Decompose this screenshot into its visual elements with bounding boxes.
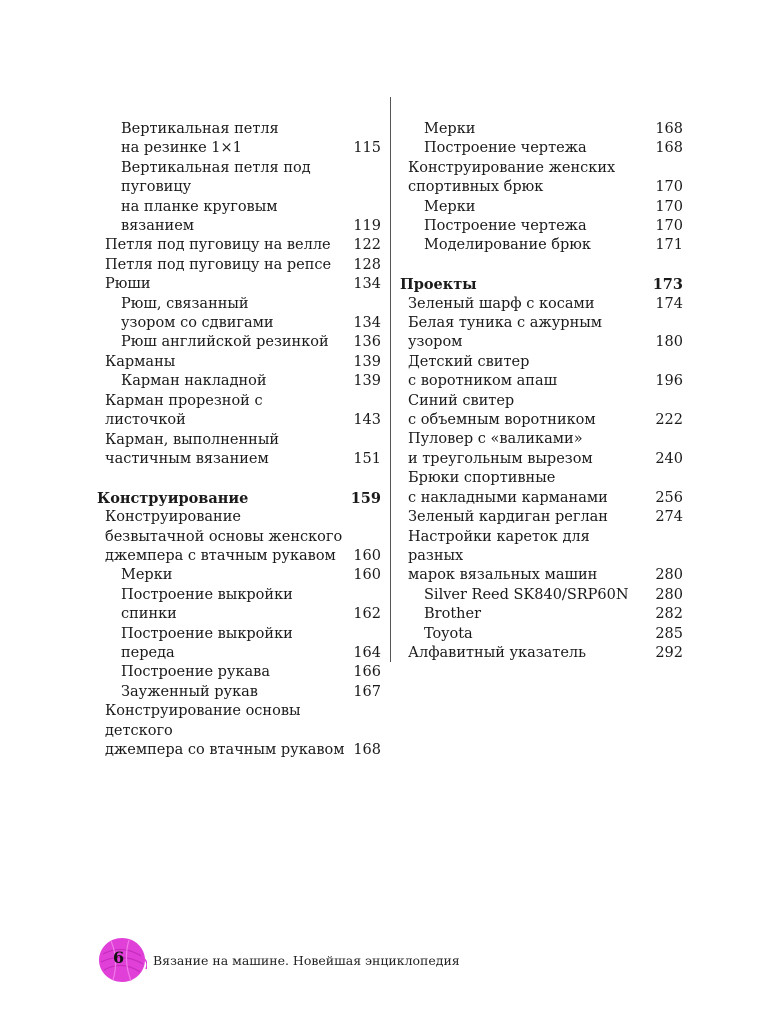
toc-entry-page: 280 xyxy=(655,567,683,584)
toc-entry-title: Brother xyxy=(424,606,481,623)
toc-entry-page: 115 xyxy=(353,140,381,157)
toc-entry xyxy=(400,353,683,392)
toc-entry xyxy=(97,586,381,625)
toc-entry-title: Вертикальная петля под пуговицу на планке круговым вязанием xyxy=(121,159,311,235)
toc-entry-page: 168 xyxy=(655,121,683,137)
toc-entry-title: Мерки xyxy=(121,567,173,584)
toc-entry xyxy=(400,392,683,431)
toc-entry-title: Пуловер с «валиками» и треугольным вырезом xyxy=(408,431,593,467)
toc-entry-page: 166 xyxy=(353,664,381,681)
toc-entry-title: Настройки кареток для разных марок вязальных машин xyxy=(408,528,598,584)
toc-entry-title: Рюш английской резинкой xyxy=(121,334,329,351)
toc-entry-title: Брюки спортивные с накладными карманами xyxy=(408,470,608,506)
toc-entry xyxy=(97,392,381,431)
toc-entry-title: Конструирование xyxy=(97,489,249,507)
toc-entry-title: Белая туника с ажурным узором xyxy=(408,315,603,351)
toc-entry-title: Toyota xyxy=(424,625,473,642)
toc-entry-title: Конструирование безвытачной основы женского джемпера с втачным рукавом xyxy=(105,509,343,564)
toc-entry-title: Построение чертежа xyxy=(424,140,587,157)
toc-entry-title: Конструирование женских спортивных брюк xyxy=(408,159,616,196)
toc-entry-page: 139 xyxy=(353,353,381,370)
toc-entry xyxy=(97,683,381,702)
toc-entry xyxy=(400,508,683,527)
toc-entry-page: 160 xyxy=(353,567,381,584)
toc-entry-page: 151 xyxy=(353,450,381,467)
toc-entry xyxy=(97,566,381,585)
toc-entry xyxy=(400,139,683,158)
toc-entry xyxy=(97,372,381,391)
toc-entry-page: 222 xyxy=(655,412,683,429)
toc-right-column xyxy=(400,120,683,663)
column-divider xyxy=(390,97,391,662)
toc-entry-page: 134 xyxy=(353,276,381,293)
toc-entry-page: 160 xyxy=(353,547,381,564)
toc-entry-title: Конструирование основы детского джемпера со втачным рукавом xyxy=(105,703,345,758)
page-number: 6 xyxy=(113,948,125,967)
toc-entry xyxy=(97,295,381,334)
toc-entry xyxy=(97,353,381,372)
toc-entry-title: Карман, выполненный частичным вязанием xyxy=(105,431,280,467)
toc-entry-page: 171 xyxy=(655,237,683,254)
toc-entry xyxy=(97,663,381,682)
toc-entry xyxy=(400,295,683,314)
toc-entry-title: Построение выкройки переда xyxy=(121,625,293,661)
toc-entry-title: Карман прорезной с листочкой xyxy=(105,392,263,429)
toc-entry-page: 159 xyxy=(350,489,381,507)
toc-entry-page: 174 xyxy=(655,295,683,312)
toc-entry-title: Мерки xyxy=(424,198,476,215)
toc-entry xyxy=(400,159,683,198)
toc-entry xyxy=(400,586,683,605)
toc-entry xyxy=(400,120,683,139)
toc-entry xyxy=(97,625,381,664)
book-title: Вязание на машине. Новейшая энциклопедия xyxy=(153,952,460,968)
toc-entry-title: Рюши xyxy=(105,276,151,293)
toc-entry xyxy=(400,528,683,586)
toc-entry-page: 285 xyxy=(655,625,683,642)
toc-entry-page: 139 xyxy=(353,373,381,390)
toc-entry xyxy=(400,198,683,217)
toc-entry-page: 122 xyxy=(353,237,381,254)
toc-entry-page: 128 xyxy=(353,256,381,273)
toc-entry-page: 168 xyxy=(353,741,381,758)
toc-entry-title: Построение выкройки спинки xyxy=(121,586,293,623)
toc-entry-page: 168 xyxy=(655,140,683,157)
toc-entry-page: 136 xyxy=(353,334,381,351)
toc-entry-title: Карманы xyxy=(105,353,176,370)
toc-entry-page: 180 xyxy=(655,334,683,351)
page-footer xyxy=(97,938,460,982)
toc-section-heading xyxy=(97,489,381,508)
toc-entry xyxy=(400,217,683,236)
toc-entry xyxy=(400,469,683,508)
toc-entry xyxy=(400,605,683,624)
toc-entry-page: 282 xyxy=(655,606,683,623)
toc-entry-page: 256 xyxy=(655,489,683,506)
toc-entry-title: Построение чертежа xyxy=(424,218,587,235)
toc-entry-title: Зеленый шарф с косами xyxy=(408,295,595,312)
toc-entry-title: Рюш, связанный узором со сдвигами xyxy=(121,295,274,332)
toc-entry xyxy=(97,702,381,760)
toc-entry xyxy=(400,236,683,255)
toc-entry-page: 240 xyxy=(655,450,683,467)
toc-entry-page: 164 xyxy=(353,644,381,661)
toc-entry-page: 134 xyxy=(353,315,381,332)
toc-entry-page: 170 xyxy=(655,198,683,215)
toc-entry-page: 196 xyxy=(655,373,683,390)
toc-entry-title: Карман накладной xyxy=(121,373,267,390)
toc-entry-title: Зауженный рукав xyxy=(121,683,258,700)
toc-entry-title: Петля под пуговицу на репсе xyxy=(105,256,332,273)
toc-entry-title: Silver Reed SK840/SRP60N xyxy=(424,586,629,603)
toc-entry-page: 162 xyxy=(353,606,381,623)
toc-entry xyxy=(97,236,381,255)
toc-entry xyxy=(97,431,381,470)
toc-entry xyxy=(400,644,683,663)
toc-entry-title: Построение рукава xyxy=(121,664,270,681)
toc-entry xyxy=(400,430,683,469)
toc-entry xyxy=(97,275,381,294)
toc-entry-page: 292 xyxy=(655,644,683,661)
toc-entry xyxy=(97,159,381,237)
toc-entry xyxy=(97,333,381,352)
toc-entry-page: 170 xyxy=(655,218,683,235)
toc-entry-page: 143 xyxy=(353,412,381,429)
toc-entry-title: Вертикальная петля на резинке 1×1 xyxy=(121,121,279,157)
toc-entry-title: Петля под пуговицу на велле xyxy=(105,237,331,254)
toc-entry-title: Синий свитер с объемным воротником xyxy=(408,392,596,429)
toc-entry-title: Зеленый кардиган реглан xyxy=(408,509,608,526)
toc-entry-title: Моделирование брюк xyxy=(424,237,591,254)
yarn-ball-icon xyxy=(97,936,147,984)
toc-entry xyxy=(97,256,381,275)
toc-entry-page: 274 xyxy=(655,509,683,526)
toc-entry-page: 173 xyxy=(652,276,683,294)
toc-entry xyxy=(97,508,381,566)
toc-entry-page: 170 xyxy=(655,179,683,196)
toc-entry-title: Мерки xyxy=(424,121,476,137)
toc-entry-page: 280 xyxy=(655,586,683,603)
toc-entry-page: 119 xyxy=(353,218,381,235)
toc-entry xyxy=(400,314,683,353)
toc-entry-title: Проекты xyxy=(400,276,477,294)
toc-entry-title: Детский свитер с воротником апаш xyxy=(408,353,558,390)
toc-left-column xyxy=(97,120,381,760)
toc-entry xyxy=(97,120,381,159)
toc-entry xyxy=(400,625,683,644)
toc-entry-page: 167 xyxy=(353,683,381,700)
toc-section-heading xyxy=(400,275,683,294)
toc-entry-title: Алфавитный указатель xyxy=(408,644,587,661)
